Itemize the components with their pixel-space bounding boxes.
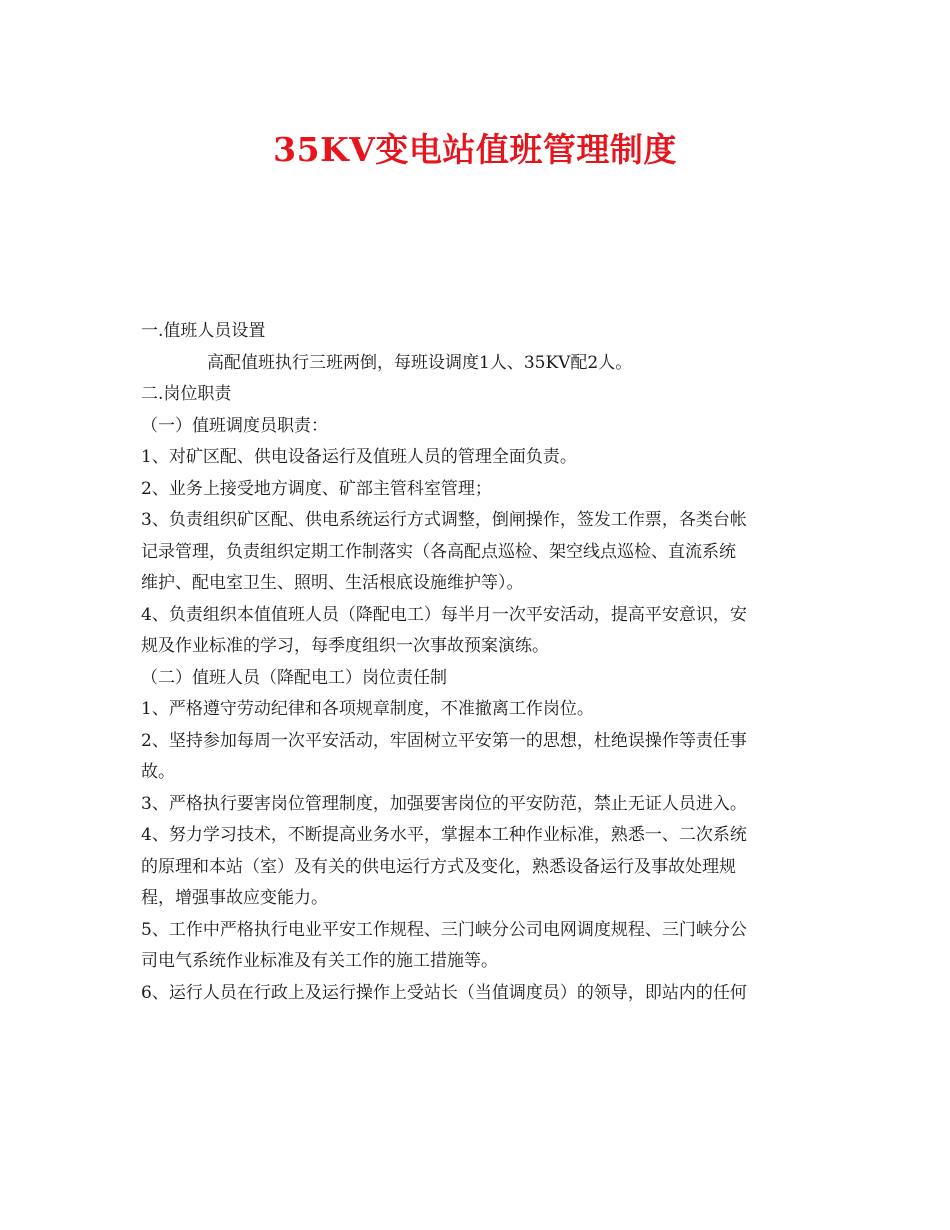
list-item <box>141 474 813 506</box>
paragraph <box>141 348 813 380</box>
text-line: 司电气系统作业标准及有关工作的施工措施等。 <box>141 951 498 971</box>
text-line: 一.值班人员设置 <box>141 321 266 341</box>
list-item <box>141 915 813 978</box>
text-line: 程，增强事故应变能力。 <box>141 888 328 908</box>
list-item <box>141 442 813 474</box>
text-line: 2、坚持参加每周一次平安活动，牢固树立平安第一的思想，杜绝误操作等责任事 <box>141 730 747 751</box>
document-body <box>141 316 813 1009</box>
text-line: 二.岗位职责 <box>141 384 232 404</box>
text-line: 4、努力学习技术，不断提高业务水平，掌握本工种作业标准，熟悉一、二次系统 <box>141 825 747 845</box>
subsection-heading <box>141 663 813 695</box>
text-line: 3、严格执行要害岗位管理制度，加强要害岗位的平安防范，禁止无证人员进入。 <box>141 793 747 814</box>
text-line: 1、对矿区配、供电设备运行及值班人员的管理全面负责。 <box>141 447 577 467</box>
text-line: 2、业务上接受地方调度、矿部主管科室管理； <box>141 478 492 499</box>
text-line: 5、工作中严格执行电业平安工作规程、三门峡分公司电网调度规程、三门峡分公 <box>141 919 747 940</box>
list-item <box>141 820 813 915</box>
text-line: 6、运行人员在行政上及运行操作上受站长（当值调度员）的领导，即站内的任何 <box>141 982 747 1003</box>
text-line: （一）值班调度员职责： <box>141 415 328 436</box>
text-line: 记录管理，负责组织定期工作制落实（各高配点巡检、架空线点巡检、直流系统 <box>141 541 736 562</box>
list-item <box>141 789 813 821</box>
text-line: 维护、配电室卫生、照明、生活根底设施维护等）。 <box>141 573 524 593</box>
text-line: 3、负责组织矿区配、供电系统运行方式调整，倒闸操作，签发工作票，各类台帐 <box>141 510 747 530</box>
document-title: 35KV变电站值班管理制度 <box>273 130 677 169</box>
text-line: 规及作业标准的学习，每季度组织一次事故预案演练。 <box>141 636 549 656</box>
text-line: 故。 <box>141 762 175 782</box>
list-item <box>141 600 813 663</box>
list-item <box>141 978 813 1010</box>
text-line: 高配值班执行三班两倒，每班设调度1人、35KV配2人。 <box>207 352 633 373</box>
list-item <box>141 726 813 789</box>
text-line: 1、严格遵守劳动纪律和各项规章制度，不准撤离工作岗位。 <box>141 699 594 719</box>
text-line: 的原理和本站（室）及有关的供电运行方式及变化，熟悉设备运行及事故处理规 <box>141 856 736 877</box>
subsection-heading <box>141 411 813 443</box>
section-heading <box>141 316 813 348</box>
list-item <box>141 694 813 726</box>
section-heading <box>141 379 813 411</box>
text-line: （二）值班人员（降配电工）岗位责任制 <box>141 667 447 688</box>
list-item <box>141 505 813 600</box>
text-line: 4、负责组织本值值班人员（降配电工）每半月一次平安活动，提高平安意识，安 <box>141 604 747 625</box>
